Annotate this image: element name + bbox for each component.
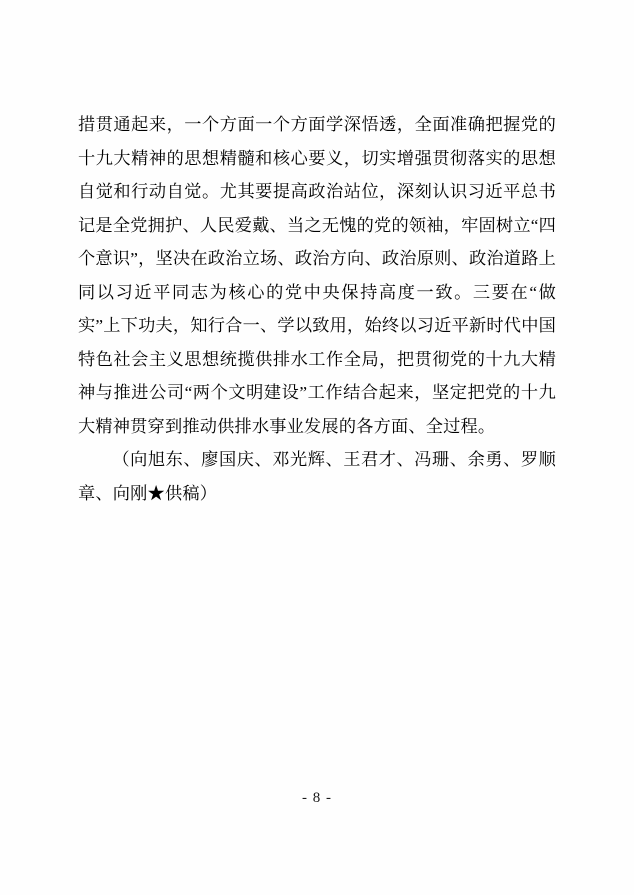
document-body — [78, 108, 556, 510]
page-number: - 8 - — [302, 790, 332, 806]
contributors-paragraph: （向旭东、廖国庆、邓光辉、王君才、冯珊、余勇、罗顺章、向刚★供稿） — [78, 450, 556, 503]
body-paragraph: 措贯通起来，一个方面一个方面学深悟透，全面准确把握党的十九大精神的思想精髓和核心要义，切实增强贯彻落实的思想自觉和行动自觉。尤其要提高政治站位，深刻认识习近平总书记是全党拥护、人民爱戴、当之无愧的党的领袖，牢固树立“四个意识”，坚决在政治立场、政治方向、政治原则、政治道路上同以习近平同志为核心的党中央保持高度一致。三要在“做实”上下功夫，知行合一、学以致用，始终以习近平新时代中国特色社会主义思想统揽供排水工作全局，把贯彻党的十九大精神与推进公司“两个文明建设”工作结合起来，坚定把党的十九大精神贯穿到推动供排水事业发展的各方面、全过程。 — [78, 115, 556, 436]
